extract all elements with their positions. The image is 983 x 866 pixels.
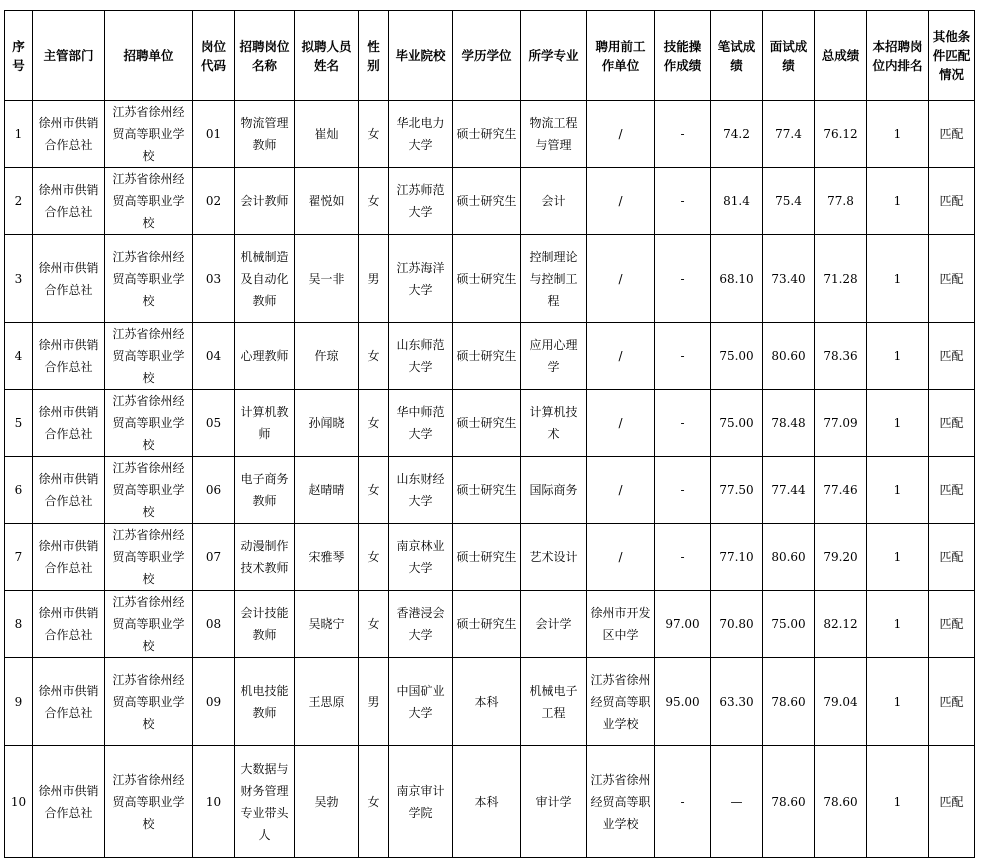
table-row (5, 591, 975, 658)
table-cell: - (655, 235, 711, 323)
table-cell: 63.30 (711, 658, 763, 746)
table-cell: 硕士研究生 (453, 457, 521, 524)
table-cell: / (587, 323, 655, 390)
table-cell: 07 (193, 524, 235, 591)
header-cell: 其他条件匹配情况 (929, 11, 975, 101)
table-cell: 崔灿 (295, 101, 359, 168)
table-cell: 70.80 (711, 591, 763, 658)
header-cell: 笔试成绩 (711, 11, 763, 101)
table-cell: 匹配 (929, 591, 975, 658)
table-cell: 江苏省徐州经贸高等职业学校 (587, 658, 655, 746)
table-cell: / (587, 457, 655, 524)
table-cell: 机械电子工程 (521, 658, 587, 746)
table-cell: 匹配 (929, 746, 975, 858)
table-cell: 宋雅琴 (295, 524, 359, 591)
table-cell: 南京林业大学 (389, 524, 453, 591)
table-cell: 1 (867, 235, 929, 323)
table-cell: 1 (867, 101, 929, 168)
table-header-row (5, 11, 975, 101)
table-cell: 徐州市供销合作总社 (33, 658, 105, 746)
table-cell: 本科 (453, 746, 521, 858)
table-cell: 匹配 (929, 168, 975, 235)
table-cell: 男 (359, 658, 389, 746)
table-cell: 南京审计学院 (389, 746, 453, 858)
table-cell: 江苏省徐州经贸高等职业学校 (105, 235, 193, 323)
table-cell: 控制理论与控制工程 (521, 235, 587, 323)
table-cell: 江苏省徐州经贸高等职业学校 (105, 323, 193, 390)
table-cell: 1 (867, 390, 929, 457)
table-cell: 徐州市供销合作总社 (33, 323, 105, 390)
header-cell: 总成绩 (815, 11, 867, 101)
table-cell: 大数据与财务管理专业带头人 (235, 746, 295, 858)
table-cell: 女 (359, 101, 389, 168)
table-cell: 江苏省徐州经贸高等职业学校 (105, 658, 193, 746)
table-cell: 10 (193, 746, 235, 858)
table-cell: 77.46 (815, 457, 867, 524)
table-cell: 香港浸会大学 (389, 591, 453, 658)
table-cell: 81.4 (711, 168, 763, 235)
table-cell: 7 (5, 524, 33, 591)
table-cell: 江苏师范大学 (389, 168, 453, 235)
table-cell: 79.20 (815, 524, 867, 591)
table-cell: 2 (5, 168, 33, 235)
table-cell: 9 (5, 658, 33, 746)
header-cell: 毕业院校 (389, 11, 453, 101)
table-cell: 吴晓宁 (295, 591, 359, 658)
table-cell: 硕士研究生 (453, 101, 521, 168)
table-cell: 华中师范大学 (389, 390, 453, 457)
table-cell: 硕士研究生 (453, 390, 521, 457)
table-cell: — (711, 746, 763, 858)
table-cell: 匹配 (929, 101, 975, 168)
table-cell: / (587, 524, 655, 591)
table-row (5, 658, 975, 746)
header-cell: 主管部门 (33, 11, 105, 101)
table-cell: 09 (193, 658, 235, 746)
table-cell: 江苏省徐州经贸高等职业学校 (105, 457, 193, 524)
table-cell: 97.00 (655, 591, 711, 658)
table-cell: 硕士研究生 (453, 591, 521, 658)
header-cell: 面试成绩 (763, 11, 815, 101)
table-cell: 仵琼 (295, 323, 359, 390)
table-cell: / (587, 168, 655, 235)
table-cell: 徐州市供销合作总社 (33, 168, 105, 235)
table-cell: 会计教师 (235, 168, 295, 235)
recruitment-table (4, 10, 975, 858)
table-cell: 78.60 (815, 746, 867, 858)
header-cell: 学历学位 (453, 11, 521, 101)
table-cell: 江苏省徐州经贸高等职业学校 (105, 101, 193, 168)
table-cell: 3 (5, 235, 33, 323)
table-row (5, 235, 975, 323)
table-row (5, 457, 975, 524)
table-cell: 77.44 (763, 457, 815, 524)
table-cell: 女 (359, 524, 389, 591)
table-cell: 1 (867, 746, 929, 858)
table-cell: 82.12 (815, 591, 867, 658)
table-cell: 匹配 (929, 235, 975, 323)
recruitment-table-container (4, 10, 975, 858)
table-cell: 计算机技术 (521, 390, 587, 457)
table-cell: 80.60 (763, 323, 815, 390)
table-cell: 吴勃 (295, 746, 359, 858)
header-cell: 招聘岗位名称 (235, 11, 295, 101)
table-cell: 王思原 (295, 658, 359, 746)
table-row (5, 746, 975, 858)
header-cell: 拟聘人员姓名 (295, 11, 359, 101)
header-cell: 岗位代码 (193, 11, 235, 101)
table-cell: 05 (193, 390, 235, 457)
table-cell: 徐州市供销合作总社 (33, 591, 105, 658)
table-cell: 女 (359, 457, 389, 524)
table-row (5, 524, 975, 591)
table-cell: 会计 (521, 168, 587, 235)
table-cell: 徐州市供销合作总社 (33, 101, 105, 168)
table-cell: 中国矿业大学 (389, 658, 453, 746)
table-cell: 艺术设计 (521, 524, 587, 591)
header-cell: 招聘单位 (105, 11, 193, 101)
table-cell: 10 (5, 746, 33, 858)
table-cell: 75.00 (763, 591, 815, 658)
table-row (5, 323, 975, 390)
table-cell: 硕士研究生 (453, 235, 521, 323)
table-cell: 01 (193, 101, 235, 168)
table-cell: 吴一非 (295, 235, 359, 323)
table-cell: - (655, 746, 711, 858)
table-cell: 女 (359, 591, 389, 658)
table-cell: 华北电力大学 (389, 101, 453, 168)
header-cell: 所学专业 (521, 11, 587, 101)
table-cell: 应用心理学 (521, 323, 587, 390)
table-cell: 审计学 (521, 746, 587, 858)
table-row (5, 390, 975, 457)
table-row (5, 168, 975, 235)
table-cell: 硕士研究生 (453, 524, 521, 591)
table-cell: 江苏省徐州经贸高等职业学校 (105, 746, 193, 858)
table-cell: 8 (5, 591, 33, 658)
table-cell: 匹配 (929, 524, 975, 591)
table-cell: 68.10 (711, 235, 763, 323)
table-cell: 95.00 (655, 658, 711, 746)
table-cell: 山东财经大学 (389, 457, 453, 524)
table-cell: 硕士研究生 (453, 168, 521, 235)
table-cell: 男 (359, 235, 389, 323)
table-cell: 77.8 (815, 168, 867, 235)
header-cell: 本招聘岗位内排名 (867, 11, 929, 101)
table-cell: 匹配 (929, 323, 975, 390)
table-cell: 1 (867, 457, 929, 524)
table-cell: 75.4 (763, 168, 815, 235)
header-cell: 序号 (5, 11, 33, 101)
table-cell: 国际商务 (521, 457, 587, 524)
header-cell: 技能操作成绩 (655, 11, 711, 101)
table-cell: 心理教师 (235, 323, 295, 390)
header-cell: 性别 (359, 11, 389, 101)
table-cell: 江苏省徐州经贸高等职业学校 (105, 591, 193, 658)
table-cell: 78.36 (815, 323, 867, 390)
table-cell: 女 (359, 746, 389, 858)
table-cell: 江苏海洋大学 (389, 235, 453, 323)
table-cell: 77.09 (815, 390, 867, 457)
table-cell: - (655, 457, 711, 524)
table-cell: 女 (359, 390, 389, 457)
table-cell: 会计技能教师 (235, 591, 295, 658)
table-cell: 74.2 (711, 101, 763, 168)
table-cell: 80.60 (763, 524, 815, 591)
table-cell: 江苏省徐州经贸高等职业学校 (587, 746, 655, 858)
table-cell: 78.48 (763, 390, 815, 457)
table-cell: 6 (5, 457, 33, 524)
table-cell: 5 (5, 390, 33, 457)
table-cell: 1 (5, 101, 33, 168)
table-cell: 徐州市开发区中学 (587, 591, 655, 658)
table-cell: - (655, 168, 711, 235)
table-cell: 江苏省徐州经贸高等职业学校 (105, 524, 193, 591)
table-cell: 76.12 (815, 101, 867, 168)
table-cell: / (587, 390, 655, 457)
table-cell: 77.4 (763, 101, 815, 168)
table-cell: - (655, 524, 711, 591)
table-cell: - (655, 323, 711, 390)
table-cell: 徐州市供销合作总社 (33, 457, 105, 524)
table-cell: 女 (359, 168, 389, 235)
table-cell: 78.60 (763, 746, 815, 858)
table-body (5, 101, 975, 858)
table-cell: 江苏省徐州经贸高等职业学校 (105, 168, 193, 235)
table-cell: 翟悦如 (295, 168, 359, 235)
table-cell: 75.00 (711, 390, 763, 457)
table-cell: 78.60 (763, 658, 815, 746)
table-cell: 电子商务教师 (235, 457, 295, 524)
table-cell: / (587, 235, 655, 323)
table-cell: 孙闻晓 (295, 390, 359, 457)
table-cell: 物流工程与管理 (521, 101, 587, 168)
table-cell: 会计学 (521, 591, 587, 658)
table-cell: 徐州市供销合作总社 (33, 524, 105, 591)
table-cell: 女 (359, 323, 389, 390)
table-cell: 4 (5, 323, 33, 390)
table-cell: 徐州市供销合作总社 (33, 746, 105, 858)
table-cell: - (655, 101, 711, 168)
table-row (5, 101, 975, 168)
table-cell: 机电技能教师 (235, 658, 295, 746)
table-cell: - (655, 390, 711, 457)
table-cell: 04 (193, 323, 235, 390)
table-cell: 匹配 (929, 390, 975, 457)
table-cell: 硕士研究生 (453, 323, 521, 390)
table-cell: 06 (193, 457, 235, 524)
table-cell: 匹配 (929, 658, 975, 746)
header-cell: 聘用前工作单位 (587, 11, 655, 101)
table-cell: 08 (193, 591, 235, 658)
table-cell: 徐州市供销合作总社 (33, 390, 105, 457)
table-cell: 02 (193, 168, 235, 235)
table-cell: 赵晴晴 (295, 457, 359, 524)
table-cell: 机械制造及自动化教师 (235, 235, 295, 323)
table-cell: 计算机教师 (235, 390, 295, 457)
table-cell: 77.50 (711, 457, 763, 524)
table-cell: 1 (867, 168, 929, 235)
table-cell: 1 (867, 524, 929, 591)
table-cell: 1 (867, 323, 929, 390)
table-cell: 山东师范大学 (389, 323, 453, 390)
table-cell: 77.10 (711, 524, 763, 591)
table-cell: 71.28 (815, 235, 867, 323)
table-cell: 03 (193, 235, 235, 323)
table-cell: 本科 (453, 658, 521, 746)
table-cell: 匹配 (929, 457, 975, 524)
table-cell: 动漫制作技术教师 (235, 524, 295, 591)
table-cell: 徐州市供销合作总社 (33, 235, 105, 323)
table-cell: 75.00 (711, 323, 763, 390)
table-cell: 物流管理教师 (235, 101, 295, 168)
table-cell: 1 (867, 591, 929, 658)
table-cell: / (587, 101, 655, 168)
table-cell: 73.40 (763, 235, 815, 323)
table-cell: 79.04 (815, 658, 867, 746)
table-cell: 江苏省徐州经贸高等职业学校 (105, 390, 193, 457)
table-cell: 1 (867, 658, 929, 746)
